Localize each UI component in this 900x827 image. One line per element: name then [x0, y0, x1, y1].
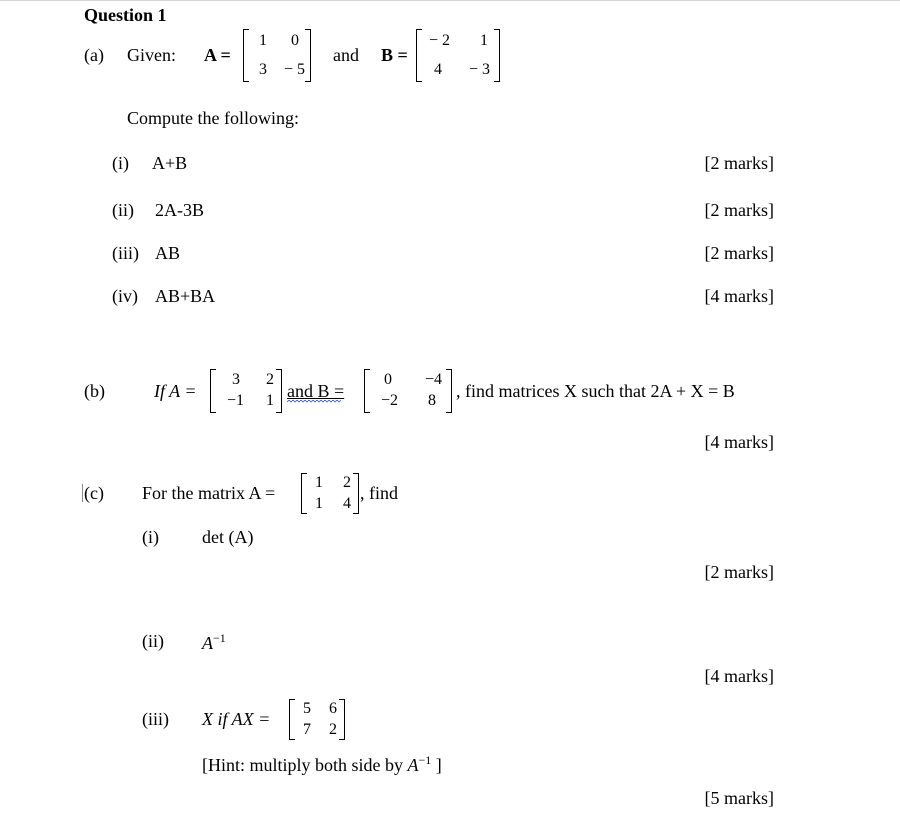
inverse-base: A	[202, 633, 213, 653]
marks-label: [2 marks]	[704, 153, 774, 173]
item-number: (iii)	[142, 709, 169, 729]
item-number: (iv)	[112, 286, 138, 306]
matrix-cell: 4	[343, 495, 351, 512]
matrix-cell: 3	[259, 61, 267, 78]
inverse-exponent: −1	[213, 631, 226, 645]
matrix-cell: 3	[232, 371, 240, 388]
item-number: (i)	[142, 527, 159, 547]
part-b-label: (b)	[84, 381, 105, 401]
marks-label: [5 marks]	[704, 788, 774, 808]
matrix-a	[243, 29, 311, 82]
matrix-c-rhs	[289, 699, 345, 740]
part-c-label: (c)	[84, 483, 104, 503]
item-number: (iii)	[112, 243, 139, 263]
hint-suffix: ]	[431, 755, 442, 775]
part-c-for: For the matrix A =	[142, 483, 276, 503]
item-text: A+B	[152, 153, 188, 173]
hint-matrix: A	[407, 755, 419, 775]
matrix-cell: − 5	[283, 61, 305, 78]
hint-prefix: [Hint: multiply both side by	[202, 755, 408, 775]
matrix-cell: 1	[315, 474, 323, 491]
matrix-cell: 0	[291, 32, 299, 49]
item-number: (ii)	[142, 631, 164, 651]
marks-label: [2 marks]	[704, 562, 774, 582]
item-text: X if AX =	[202, 709, 271, 729]
item-text: AB	[155, 243, 181, 263]
part-a-given: Given:	[127, 45, 176, 65]
item-number: (ii)	[112, 200, 134, 220]
matrix-b	[416, 29, 500, 82]
matrix-cell: −1	[226, 392, 244, 409]
matrix-cell: −4	[424, 371, 442, 388]
matrix-cell: 2	[329, 721, 337, 738]
item-text: det (A)	[202, 527, 254, 547]
part-b-if: If A =	[154, 381, 197, 401]
hint-text	[202, 754, 442, 774]
marks-label: [2 marks]	[704, 200, 774, 220]
hint-exponent: −1	[418, 753, 432, 767]
matrix-cell: 6	[329, 700, 337, 717]
matrix-cell: 1	[266, 392, 274, 409]
and-word: and	[333, 45, 359, 65]
matrix-cell: 1	[315, 495, 323, 512]
inverse-expression	[202, 632, 226, 652]
item-number: (i)	[112, 153, 129, 173]
matrix-b-name: B =	[381, 45, 408, 65]
compute-instruction: Compute the following:	[127, 108, 299, 128]
marks-label: [2 marks]	[704, 243, 774, 263]
matrix-cell: 2	[266, 371, 274, 388]
matrix-cell: − 3	[468, 61, 490, 78]
item-text: AB+BA	[155, 286, 216, 306]
matrix-cell: 4	[434, 61, 442, 78]
matrix-cell: 5	[303, 700, 311, 717]
part-b-and-b: and B =	[287, 381, 345, 401]
matrix-a-name: A =	[204, 45, 231, 65]
matrix-cell: − 2	[428, 32, 450, 49]
matrix-cell: 2	[343, 474, 351, 491]
marks-label: [4 marks]	[704, 666, 774, 686]
marks-label: [4 marks]	[704, 432, 774, 452]
spellcheck-squiggle	[287, 400, 342, 403]
matrix-c-a	[301, 473, 359, 514]
matrix-cell: 0	[384, 371, 392, 388]
matrix-cell: −2	[380, 392, 398, 409]
part-c-find: , find	[360, 483, 398, 503]
matrix-cell: 1	[259, 32, 267, 49]
part-b-task: , find matrices X such that 2A + X = B	[456, 381, 735, 401]
matrix-cell: 1	[480, 32, 488, 49]
part-a-label: (a)	[84, 45, 104, 65]
question-title: Question 1	[84, 5, 167, 25]
matrix-b-a	[210, 369, 282, 413]
matrix-b-b	[364, 369, 452, 413]
marks-label: [4 marks]	[704, 286, 774, 306]
page-top-border	[0, 0, 900, 1]
matrix-cell: 8	[428, 392, 436, 409]
item-text: 2A-3B	[155, 200, 204, 220]
matrix-cell: 7	[303, 721, 311, 738]
